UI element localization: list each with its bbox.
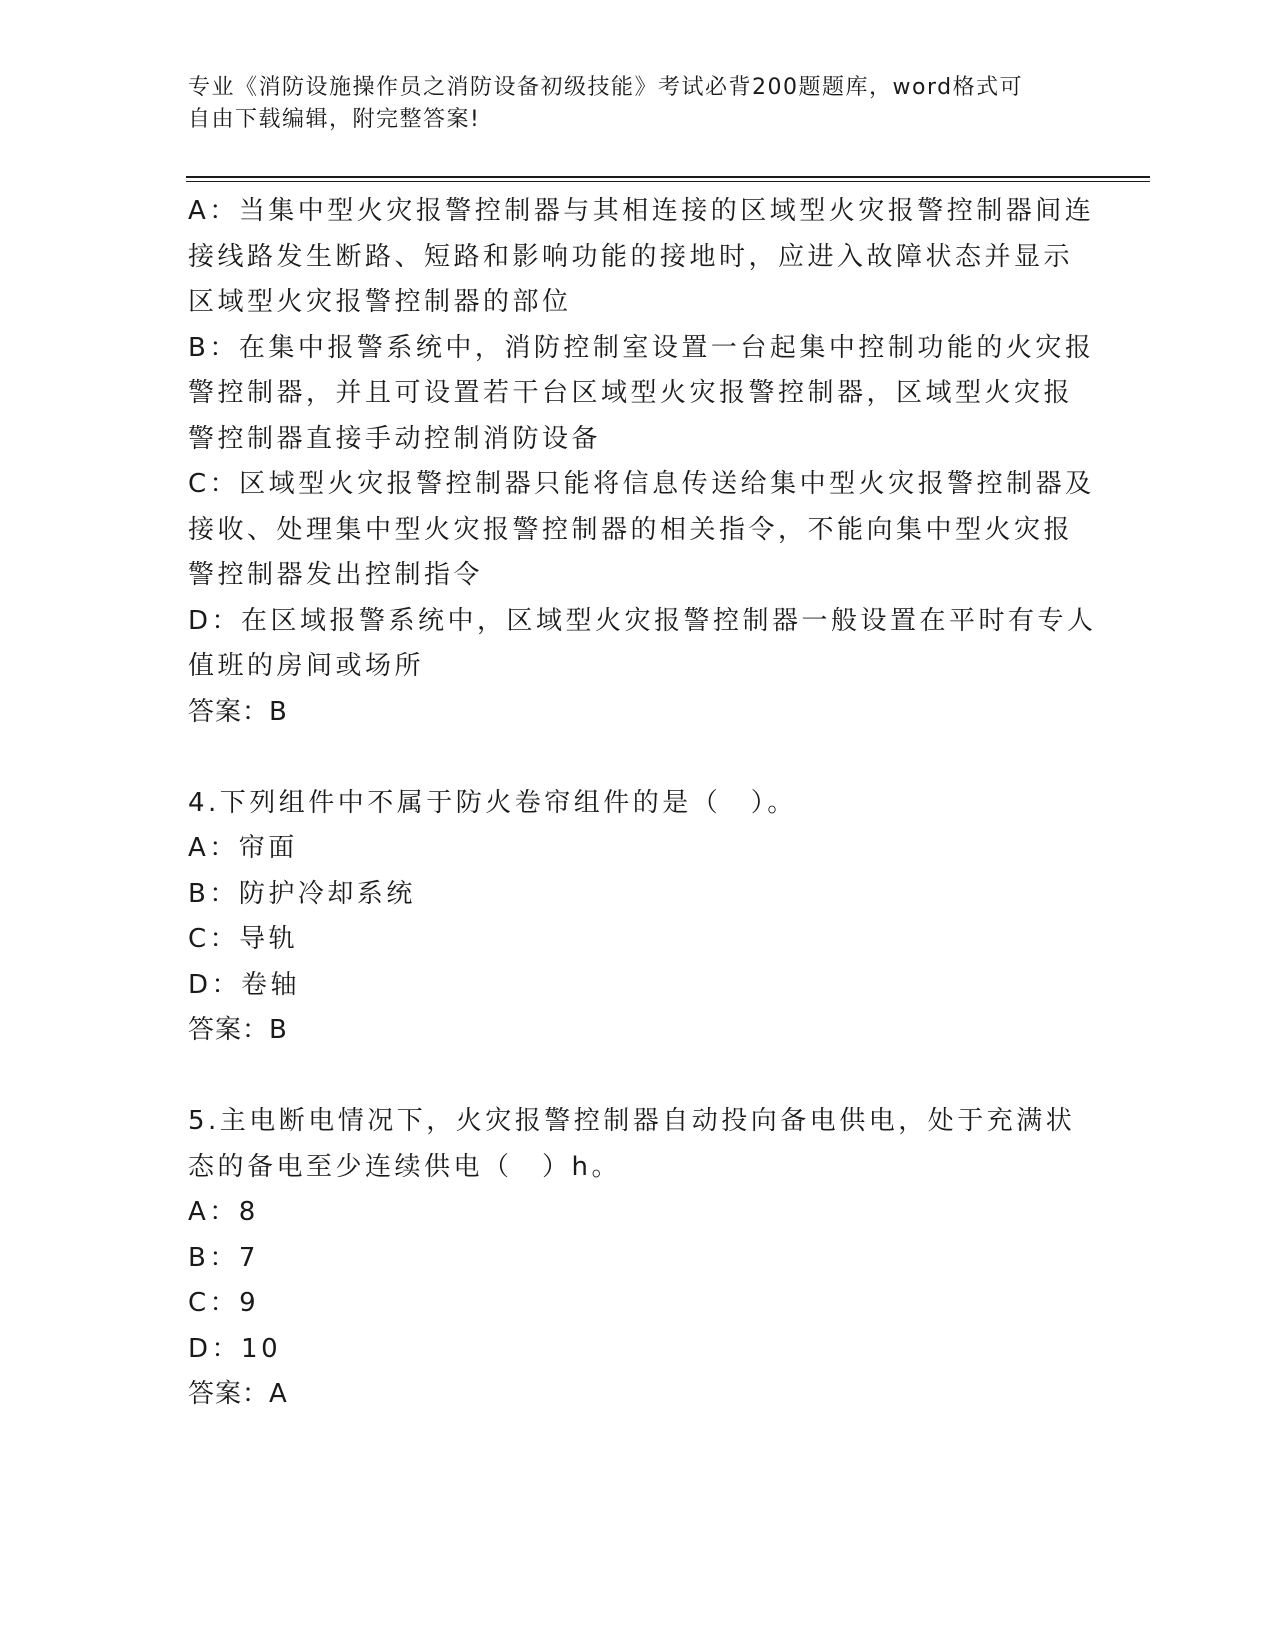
q4-option-a: A：帘面	[188, 833, 298, 863]
spacer	[188, 735, 1148, 781]
q3-option-d-line: D：在区域报警系统中，区域型火灾报警控制器一般设置在平时有专人	[188, 605, 1097, 636]
q3-option-a-line: A：当集中型火灾报警控制器与其相连接的区域型火灾报警控制器间连	[188, 196, 1095, 226]
q4-option-d: D：卷轴	[188, 969, 301, 1000]
q3-answer: 答案：B	[188, 696, 288, 727]
q5-option-a: A：8	[188, 1197, 259, 1227]
q5-stem-line: 5.主电断电情况下，火灾报警控制器自动投向备电供电，处于充满状	[188, 1106, 1076, 1136]
header-divider-thick	[186, 176, 1150, 178]
q5-answer: 答案：A	[188, 1379, 288, 1409]
q5-stem	[188, 1099, 1148, 1190]
header-line-1: 专业《消防设施操作员之消防设备初级技能》考试必背200题题库，word格式可	[188, 75, 1024, 100]
q5-option-b: B：7	[188, 1242, 259, 1273]
q4-answer: 答案：B	[188, 1015, 288, 1045]
header-divider-thin	[186, 181, 1150, 182]
q3-option-a-line: 区域型火灾报警控制器的部位	[188, 287, 572, 317]
q3-option-b-line: 警控制器，并且可设置若干台区域型火灾报警控制器，区域型火灾报	[188, 378, 1074, 408]
q5-option-d: D：10	[188, 1333, 282, 1364]
q3-option-b	[188, 326, 1148, 463]
spacer	[188, 1054, 1148, 1100]
header-line-2: 自由下载编辑，附完整答案!	[188, 107, 481, 132]
q3-option-c-line: 接收、处理集中型火灾报警控制器的相关指令，不能向集中型火灾报	[188, 514, 1074, 545]
q3-option-c-line: 警控制器发出控制指令	[188, 560, 484, 590]
q5-option-c: C：9	[188, 1288, 260, 1318]
q4-option-b: B：防护冷却系统	[188, 878, 416, 909]
q3-option-a-line: 接线路发生断路、短路和影响功能的接地时，应进入故障状态并显示	[188, 241, 1074, 272]
question-content	[188, 189, 1148, 1418]
q4-option-c: C：导轨	[188, 924, 299, 954]
q3-option-d-line: 值班的房间或场所	[188, 651, 425, 681]
document-header	[188, 72, 1088, 136]
q3-option-d	[188, 599, 1148, 690]
q3-option-b-line: B：在集中报警系统中，消防控制室设置一台起集中控制功能的火灾报	[188, 332, 1095, 363]
q3-option-c	[188, 462, 1148, 599]
q3-option-b-line: 警控制器直接手动控制消防设备	[188, 423, 602, 454]
q3-option-c-line: C：区域型火灾报警控制器只能将信息传送给集中型火灾报警控制器及	[188, 469, 1095, 499]
q5-stem-line: 态的备电至少连续供电（ ）h。	[188, 1151, 621, 1182]
q3-option-a	[188, 189, 1148, 326]
q4-stem: 4.下列组件中不属于防火卷帘组件的是（ ）。	[188, 787, 797, 818]
